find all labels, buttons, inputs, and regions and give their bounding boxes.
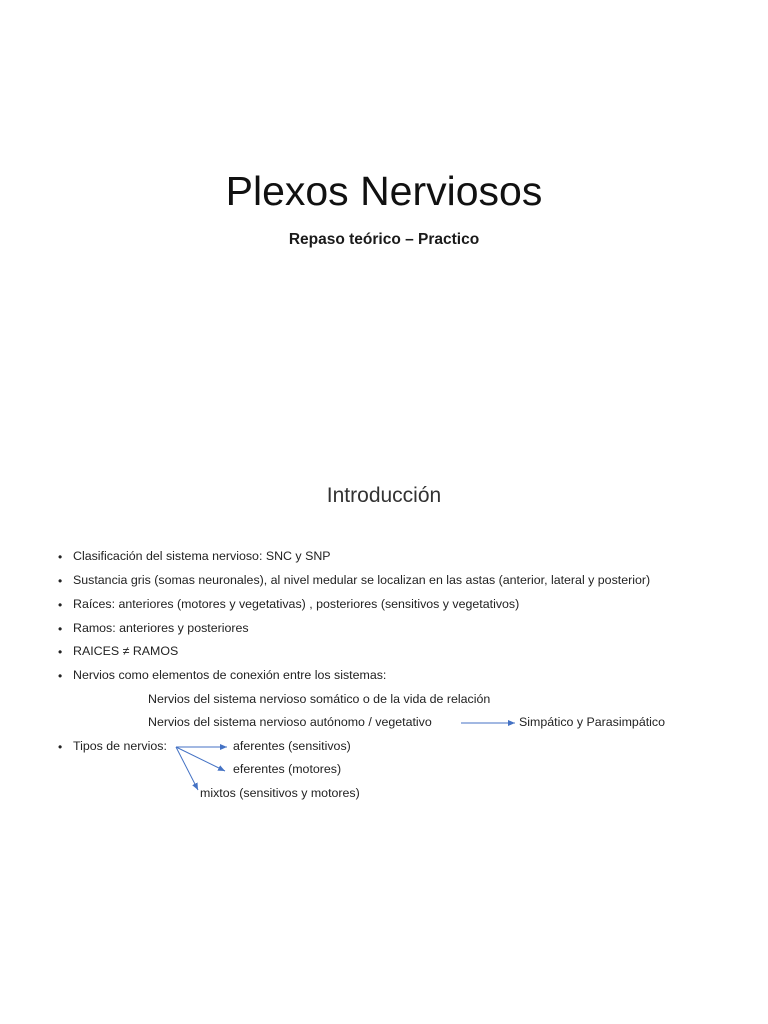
sub-item-autonomic: Nervios del sistema nervioso autónomo / vegetativo: [148, 715, 432, 729]
page-subtitle: Repaso teórico – Practico: [288, 231, 480, 248]
mixed-label: mixtos (sensitivos y motores): [200, 786, 360, 800]
list-item: Raíces: anteriores (motores y vegetativas) , posteriores (sensitivos y vegetativos): [73, 597, 520, 611]
list-item: Clasificación del sistema nervioso: SNC y SNP: [73, 549, 331, 563]
bullet-marker: •: [58, 574, 63, 588]
list-item: Nervios como elementos de conexión entre los sistemas:: [73, 668, 387, 682]
bullet-marker: •: [58, 669, 63, 683]
sub-item-somatic: Nervios del sistema nervioso somático o de la vida de relación: [148, 692, 491, 706]
connector-arrows: [0, 440, 768, 1024]
arrow-efferent-icon: [176, 747, 225, 771]
section-title: Introducción: [326, 484, 442, 507]
bullet-marker: •: [58, 740, 63, 754]
arrow-mixed-icon: [176, 747, 198, 790]
intro-slide: [0, 440, 768, 1024]
bullet-marker: •: [58, 622, 63, 636]
list-item: Ramos: anteriores y posteriores: [73, 621, 249, 635]
bullet-marker: •: [58, 550, 63, 564]
afferent-label: aferentes (sensitivos): [233, 739, 351, 753]
page-title: Plexos Nerviosos: [225, 168, 543, 214]
bullet-marker: •: [58, 598, 63, 612]
list-item: Sustancia gris (somas neuronales), al nivel medular se localizan en las astas (anterior, lateral y posterior): [73, 573, 651, 587]
efferent-label: eferentes (motores): [233, 762, 342, 776]
list-item: RAICES ≠ RAMOS: [73, 644, 179, 658]
nerve-types-label: Tipos de nervios:: [73, 739, 167, 753]
autonomic-target-label: Simpático y Parasimpático: [519, 715, 665, 729]
title-slide: [0, 0, 768, 420]
bullet-marker: •: [58, 645, 63, 659]
